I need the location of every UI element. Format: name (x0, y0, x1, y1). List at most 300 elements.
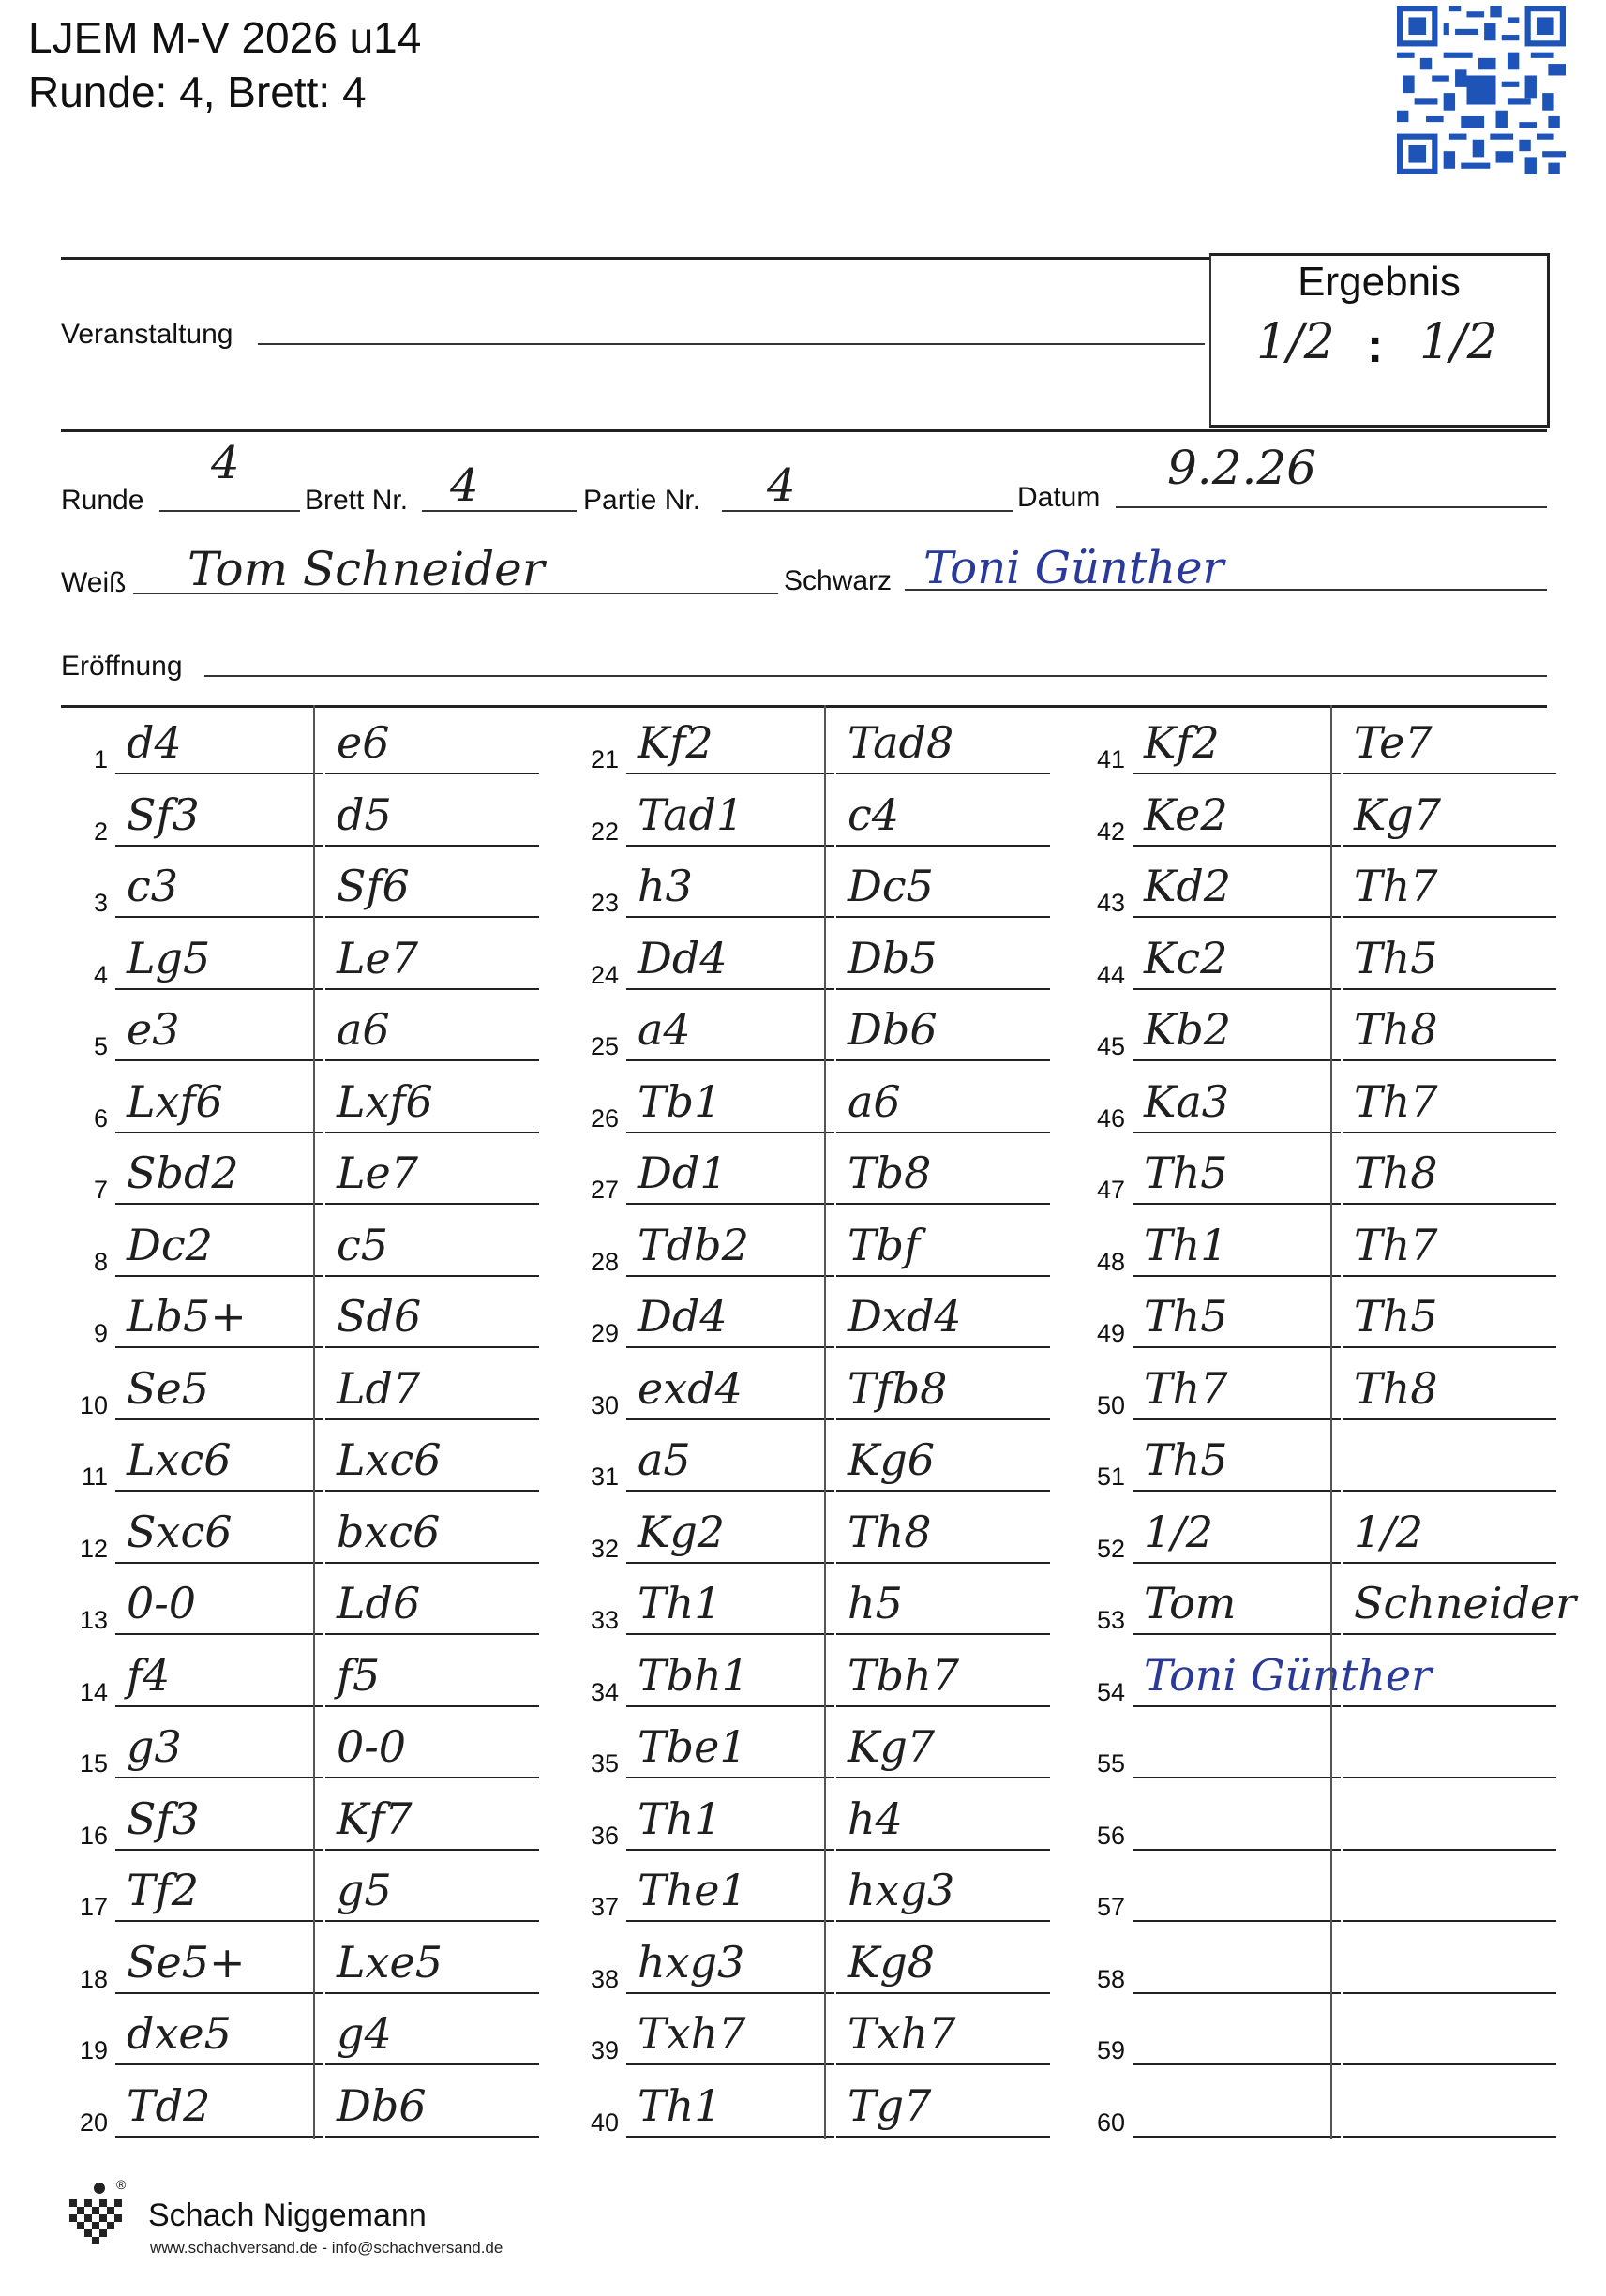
black-move-cell[interactable] (1343, 1496, 1556, 1564)
white-move-cell[interactable] (1133, 1353, 1341, 1420)
white-move-text: Lb5+ (127, 1291, 247, 1342)
black-move-text: Lxf6 (337, 1075, 433, 1127)
black-move-cell[interactable] (325, 1353, 539, 1420)
white-move-text: Lg5 (127, 932, 211, 983)
black-move-cell[interactable] (325, 1066, 539, 1133)
move-row (572, 1925, 1059, 1996)
black-move-cell[interactable] (1343, 779, 1556, 847)
white-move-text: Th1 (638, 2079, 722, 2131)
white-move-text: Th1 (638, 1793, 722, 1844)
black-move-cell[interactable] (325, 994, 539, 1061)
move-row (572, 705, 1059, 776)
white-move-cell[interactable] (626, 1998, 834, 2065)
white-move-text: 0-0 (127, 1578, 197, 1628)
white-move-cell[interactable] (1133, 1998, 1341, 2065)
partie-value: 4 (767, 459, 796, 512)
white-move-text: Th7 (1144, 1362, 1228, 1414)
move-row (1078, 1351, 1566, 1422)
move-number: 18 (79, 1964, 108, 1993)
black-move-text: Le7 (337, 932, 419, 983)
white-move-text: a4 (638, 1004, 691, 1055)
black-move-cell[interactable] (325, 1568, 539, 1635)
white-move-text: Kc2 (1144, 932, 1228, 983)
ergebnis-separator: : (1367, 319, 1384, 373)
black-move-text: Tb8 (848, 1148, 932, 1198)
bottom-rule (61, 429, 1547, 432)
black-move-cell[interactable] (1343, 1640, 1556, 1707)
black-move-cell[interactable] (325, 850, 539, 918)
black-move-cell[interactable] (836, 1998, 1050, 2065)
black-move-text: Lxe5 (337, 1936, 443, 1988)
white-move-cell[interactable] (1133, 1281, 1341, 1348)
move-number: 14 (79, 1677, 108, 1706)
black-move-cell[interactable] (1343, 1568, 1577, 1635)
move-row (61, 1351, 548, 1422)
black-move-cell[interactable] (836, 707, 1050, 774)
move-number: 12 (79, 1534, 108, 1563)
white-move-text: Lxc6 (127, 1434, 232, 1485)
black-move-cell[interactable] (325, 1711, 539, 1778)
white-black-divider (313, 705, 315, 2139)
black-move-cell[interactable] (836, 1353, 1050, 1420)
move-row (61, 1853, 548, 1924)
black-move-cell[interactable] (325, 1783, 539, 1851)
black-move-cell[interactable] (1343, 994, 1556, 1061)
white-move-cell[interactable] (626, 850, 834, 918)
move-number: 38 (590, 1964, 619, 1993)
ergebnis-black[interactable]: 1/2 (1419, 314, 1498, 370)
partie-label: Partie Nr. (583, 485, 701, 516)
move-number: 30 (590, 1390, 619, 1419)
black-move-text: Tad8 (848, 717, 954, 768)
white-move-text: a5 (638, 1434, 691, 1485)
move-number: 47 (1096, 1176, 1125, 1204)
white-move-cell[interactable] (626, 779, 834, 847)
black-move-cell[interactable] (325, 1927, 539, 1994)
move-row (61, 992, 548, 1063)
move-row (61, 1709, 548, 1780)
black-move-cell[interactable] (1343, 707, 1556, 774)
black-move-text: Ld7 (337, 1362, 421, 1414)
black-move-text: Db5 (848, 932, 938, 983)
white-move-cell[interactable] (1133, 779, 1341, 847)
white-move-cell[interactable] (115, 1927, 323, 1994)
white-move-text: g3 (127, 1721, 182, 1772)
move-row (572, 1781, 1059, 1853)
white-move-text: hxg3 (638, 1936, 745, 1988)
black-move-cell[interactable] (325, 1998, 539, 2065)
move-number: 3 (93, 889, 108, 917)
white-move-cell[interactable] (1133, 850, 1341, 918)
white-move-cell[interactable] (115, 1281, 323, 1348)
white-move-cell[interactable] (626, 1496, 834, 1564)
black-move-cell[interactable] (1343, 1066, 1556, 1133)
black-move-cell[interactable] (836, 1854, 1050, 1922)
white-move-cell[interactable] (1133, 1854, 1341, 1922)
partie-field[interactable] (722, 510, 1013, 512)
weiss-label: Weiß (61, 567, 127, 598)
move-row (1078, 1422, 1566, 1493)
black-move-cell[interactable] (836, 1137, 1050, 1205)
white-move-cell[interactable] (1133, 1783, 1341, 1851)
move-row (572, 1208, 1059, 1279)
move-number: 34 (590, 1677, 619, 1706)
black-move-cell[interactable] (836, 2070, 1050, 2138)
move-number: 4 (93, 960, 108, 989)
black-move-cell[interactable] (836, 1783, 1050, 1851)
move-number: 7 (93, 1176, 108, 1204)
move-number: 25 (590, 1032, 619, 1060)
white-move-cell[interactable] (1133, 2070, 1341, 2138)
move-number: 29 (590, 1319, 619, 1347)
move-row (1078, 1566, 1577, 1637)
brett-field[interactable] (422, 510, 577, 512)
white-move-text: Sf3 (127, 788, 200, 840)
white-move-cell[interactable] (115, 707, 323, 774)
move-row (61, 1064, 548, 1135)
black-move-cell[interactable] (836, 1711, 1050, 1778)
move-table (61, 705, 1577, 2154)
chess-board-logo-icon (62, 2181, 129, 2256)
brett-value: 4 (450, 459, 479, 512)
black-move-text: Th7 (1354, 1075, 1438, 1127)
move-row (61, 848, 548, 920)
white-move-cell[interactable] (1133, 1424, 1341, 1492)
black-move-text: Th7 (1354, 861, 1438, 911)
datum-label: Datum (1017, 482, 1101, 513)
veranstaltung-field[interactable] (258, 343, 1205, 345)
move-number: 44 (1096, 960, 1125, 989)
move-row (1078, 921, 1566, 992)
schwarz-value: Toni Günther (923, 542, 1224, 594)
white-move-cell[interactable] (626, 1927, 834, 1994)
black-move-cell[interactable] (325, 1640, 539, 1707)
move-row (61, 1781, 548, 1853)
white-move-text: Kg2 (638, 1506, 726, 1557)
eroeffnung-label: Eröffnung (61, 651, 183, 682)
black-move-text: Th7 (1354, 1219, 1438, 1270)
black-move-cell[interactable] (1343, 923, 1556, 990)
black-move-text: d5 (337, 788, 392, 840)
move-row (572, 921, 1059, 992)
move-row (61, 2068, 548, 2139)
move-row (572, 1135, 1059, 1207)
move-row (572, 2068, 1059, 2139)
black-move-text: 0-0 (337, 1721, 407, 1772)
veranstaltung-label: Veranstaltung (61, 319, 233, 350)
move-row (572, 777, 1059, 848)
white-move-cell[interactable] (1133, 1209, 1341, 1277)
move-number: 6 (93, 1103, 108, 1133)
runde-field[interactable] (159, 510, 300, 512)
black-move-cell[interactable] (1343, 1137, 1556, 1205)
black-move-text: Th5 (1354, 1291, 1438, 1342)
move-column-1 (61, 705, 548, 2154)
black-move-text: h5 (848, 1578, 903, 1628)
black-move-cell[interactable] (1343, 1711, 1556, 1778)
black-move-cell[interactable] (836, 994, 1050, 1061)
white-move-text: Tdb2 (638, 1219, 749, 1270)
move-row (1078, 1135, 1566, 1207)
black-move-cell[interactable] (1343, 1353, 1556, 1420)
move-number: 37 (590, 1893, 619, 1921)
white-move-cell[interactable] (626, 1353, 834, 1420)
move-row (1078, 1279, 1566, 1350)
white-move-cell[interactable] (626, 1066, 834, 1133)
move-row (61, 1208, 548, 1279)
black-move-cell[interactable] (1343, 1783, 1556, 1851)
white-move-cell[interactable] (626, 2070, 834, 2138)
white-move-text: e3 (127, 1004, 180, 1055)
move-number: 5 (93, 1032, 108, 1060)
move-number: 24 (590, 960, 619, 989)
move-number: 20 (79, 2108, 108, 2137)
move-row (61, 1566, 548, 1637)
black-move-cell[interactable] (325, 1281, 539, 1348)
white-move-cell[interactable] (115, 1424, 323, 1492)
move-row (572, 1351, 1059, 1422)
black-move-text: Le7 (337, 1148, 419, 1198)
white-move-cell[interactable] (626, 707, 834, 774)
white-move-text: Kb2 (1144, 1004, 1232, 1055)
black-move-text: 1/2 (1354, 1506, 1424, 1557)
black-move-cell[interactable] (1343, 850, 1556, 918)
white-move-cell[interactable] (115, 850, 323, 918)
move-column-2 (572, 705, 1059, 2154)
white-move-text: Dd1 (638, 1148, 728, 1198)
move-number: 31 (590, 1463, 619, 1491)
black-move-cell[interactable] (836, 1927, 1050, 1994)
move-row (61, 777, 548, 848)
white-move-text: Se5+ (127, 1936, 246, 1988)
white-move-text: Sbd2 (127, 1148, 239, 1198)
white-move-cell[interactable] (626, 1568, 834, 1635)
move-row (572, 1494, 1059, 1566)
white-move-cell[interactable] (1133, 707, 1341, 774)
black-move-cell[interactable] (325, 1137, 539, 1205)
white-move-cell[interactable] (1133, 1927, 1341, 1994)
move-number: 46 (1096, 1103, 1125, 1133)
black-move-text: c5 (337, 1219, 389, 1270)
black-move-cell[interactable] (1343, 1927, 1556, 1994)
black-move-text: Tbf (848, 1219, 921, 1270)
white-move-text: Dd4 (638, 932, 728, 983)
white-move-cell[interactable] (626, 1854, 834, 1922)
white-move-cell[interactable] (115, 994, 323, 1061)
eroeffnung-field[interactable] (204, 675, 1547, 677)
white-move-text: Txh7 (638, 2008, 746, 2059)
move-row (572, 1853, 1059, 1924)
white-move-cell[interactable] (626, 1783, 834, 1851)
move-row (572, 1638, 1059, 1709)
tournament-title: LJEM M-V 2026 u14 (28, 13, 422, 62)
black-move-cell[interactable] (836, 1496, 1050, 1564)
white-move-cell[interactable] (1133, 923, 1341, 990)
move-row (61, 1925, 548, 1996)
white-move-cell[interactable] (115, 779, 323, 847)
white-move-text: Tf2 (127, 1865, 199, 1915)
black-move-text: Kg8 (848, 1936, 936, 1988)
move-row (1078, 2068, 1566, 2139)
move-number: 15 (79, 1749, 108, 1778)
qr-code-icon (1397, 6, 1566, 174)
white-move-cell[interactable] (1133, 1711, 1341, 1778)
move-number: 32 (590, 1534, 619, 1563)
move-number: 60 (1096, 2108, 1125, 2137)
white-move-text: Th5 (1144, 1148, 1228, 1198)
white-move-text: Dd4 (638, 1291, 728, 1342)
white-move-cell[interactable] (115, 1496, 323, 1564)
schwarz-label: Schwarz (784, 565, 893, 596)
white-move-cell[interactable] (115, 1137, 323, 1205)
white-black-divider (1330, 705, 1332, 2139)
black-move-cell[interactable] (1343, 1424, 1556, 1492)
black-move-text: Db6 (848, 1004, 938, 1055)
move-number: 1 (93, 745, 108, 773)
black-move-text: Lxc6 (337, 1434, 442, 1485)
move-row (61, 1279, 548, 1350)
white-move-cell[interactable] (115, 1640, 323, 1707)
white-move-cell[interactable] (115, 1854, 323, 1922)
black-move-cell[interactable] (1343, 1209, 1556, 1277)
black-move-cell[interactable] (1343, 2070, 1556, 2138)
move-row (61, 921, 548, 992)
move-row (572, 1064, 1059, 1135)
black-move-cell[interactable] (1343, 1281, 1556, 1348)
move-row (1078, 1781, 1566, 1853)
move-number: 9 (93, 1319, 108, 1347)
white-move-cell[interactable] (115, 1783, 323, 1851)
move-row (1078, 1494, 1566, 1566)
black-move-text: bxc6 (337, 1506, 441, 1557)
move-number: 17 (79, 1893, 108, 1921)
move-number: 21 (590, 745, 619, 773)
black-move-text: Te7 (1354, 717, 1433, 768)
black-move-cell[interactable] (325, 779, 539, 847)
white-move-cell[interactable] (1133, 1496, 1341, 1564)
black-move-text: a6 (337, 1004, 390, 1055)
black-move-cell[interactable] (836, 1568, 1050, 1635)
white-move-cell[interactable] (626, 1209, 834, 1277)
white-move-cell[interactable] (626, 1711, 834, 1778)
move-number: 19 (79, 2036, 108, 2064)
move-number: 45 (1096, 1032, 1125, 1060)
white-move-text: exd4 (638, 1362, 743, 1414)
white-move-cell[interactable] (1133, 1568, 1341, 1635)
black-move-text: a6 (848, 1075, 901, 1127)
white-move-cell[interactable] (115, 1568, 323, 1635)
white-move-cell[interactable] (626, 1640, 834, 1707)
black-move-cell[interactable] (325, 1854, 539, 1922)
black-move-text: Dc5 (848, 861, 934, 911)
white-move-text: Th5 (1144, 1291, 1228, 1342)
move-number: 22 (590, 817, 619, 846)
move-number: 41 (1096, 745, 1125, 773)
move-row (1078, 1853, 1566, 1924)
white-move-cell[interactable] (115, 1711, 323, 1778)
move-row (1078, 1925, 1566, 1996)
move-number: 56 (1096, 1821, 1125, 1850)
black-move-text: Tfb8 (848, 1362, 948, 1414)
white-move-text: Ka3 (1144, 1075, 1230, 1127)
move-number: 57 (1096, 1893, 1125, 1921)
black-move-cell[interactable] (836, 779, 1050, 847)
white-move-text: Tbe1 (638, 1721, 747, 1772)
move-number: 35 (590, 1749, 619, 1778)
move-row (61, 1996, 548, 2067)
white-move-text: Kf2 (638, 717, 713, 768)
move-number: 54 (1096, 1677, 1125, 1706)
white-move-cell[interactable] (1133, 1066, 1341, 1133)
white-move-cell[interactable] (626, 1281, 834, 1348)
move-row (1078, 705, 1566, 776)
white-move-cell[interactable] (1133, 1640, 1433, 1707)
white-move-cell[interactable] (115, 1998, 323, 2065)
black-move-text: c4 (848, 788, 900, 840)
white-move-text: Th5 (1144, 1434, 1228, 1485)
move-row (572, 1566, 1059, 1637)
move-number: 23 (590, 889, 619, 917)
black-move-cell[interactable] (1343, 1998, 1556, 2065)
datum-field[interactable] (1116, 506, 1547, 508)
black-move-cell[interactable] (325, 1424, 539, 1492)
ergebnis-white[interactable]: 1/2 (1256, 314, 1335, 370)
move-number: 11 (81, 1463, 108, 1491)
brett-label: Brett Nr. (305, 485, 409, 516)
move-number: 50 (1096, 1390, 1125, 1419)
white-move-cell[interactable] (115, 1353, 323, 1420)
move-row (572, 992, 1059, 1063)
black-move-cell[interactable] (1343, 1854, 1556, 1922)
white-move-text: c3 (127, 861, 179, 911)
black-move-cell[interactable] (325, 1496, 539, 1564)
move-row (61, 1638, 548, 1709)
white-move-cell[interactable] (115, 1209, 323, 1277)
black-move-cell[interactable] (836, 1640, 1050, 1707)
move-number: 58 (1096, 1964, 1125, 1993)
move-number: 48 (1096, 1247, 1125, 1276)
black-move-text: g4 (337, 2008, 392, 2059)
white-move-cell[interactable] (626, 923, 834, 990)
black-move-cell[interactable] (836, 1209, 1050, 1277)
white-move-cell[interactable] (115, 923, 323, 990)
black-move-cell[interactable] (325, 1209, 539, 1277)
move-number: 36 (590, 1821, 619, 1850)
white-move-cell[interactable] (626, 1424, 834, 1492)
white-move-cell[interactable] (115, 1066, 323, 1133)
black-move-cell[interactable] (836, 923, 1050, 990)
white-move-cell[interactable] (1133, 994, 1341, 1061)
white-move-cell[interactable] (626, 994, 834, 1061)
black-move-cell[interactable] (325, 923, 539, 990)
white-move-cell[interactable] (1133, 1137, 1341, 1205)
white-move-cell[interactable] (626, 1137, 834, 1205)
black-move-text: Dxd4 (848, 1291, 962, 1342)
move-row (572, 848, 1059, 920)
black-move-cell[interactable] (836, 850, 1050, 918)
white-move-text: Kf2 (1144, 717, 1220, 768)
black-move-text: Th5 (1354, 932, 1438, 983)
black-move-cell[interactable] (325, 2070, 539, 2138)
black-move-cell[interactable] (836, 1424, 1050, 1492)
black-move-cell[interactable] (836, 1281, 1050, 1348)
black-move-cell[interactable] (325, 707, 539, 774)
move-row (61, 1494, 548, 1566)
black-move-text: Kg6 (848, 1434, 936, 1485)
black-move-cell[interactable] (836, 1066, 1050, 1133)
white-move-cell[interactable] (115, 2070, 323, 2138)
white-move-text: Se5 (127, 1362, 210, 1414)
